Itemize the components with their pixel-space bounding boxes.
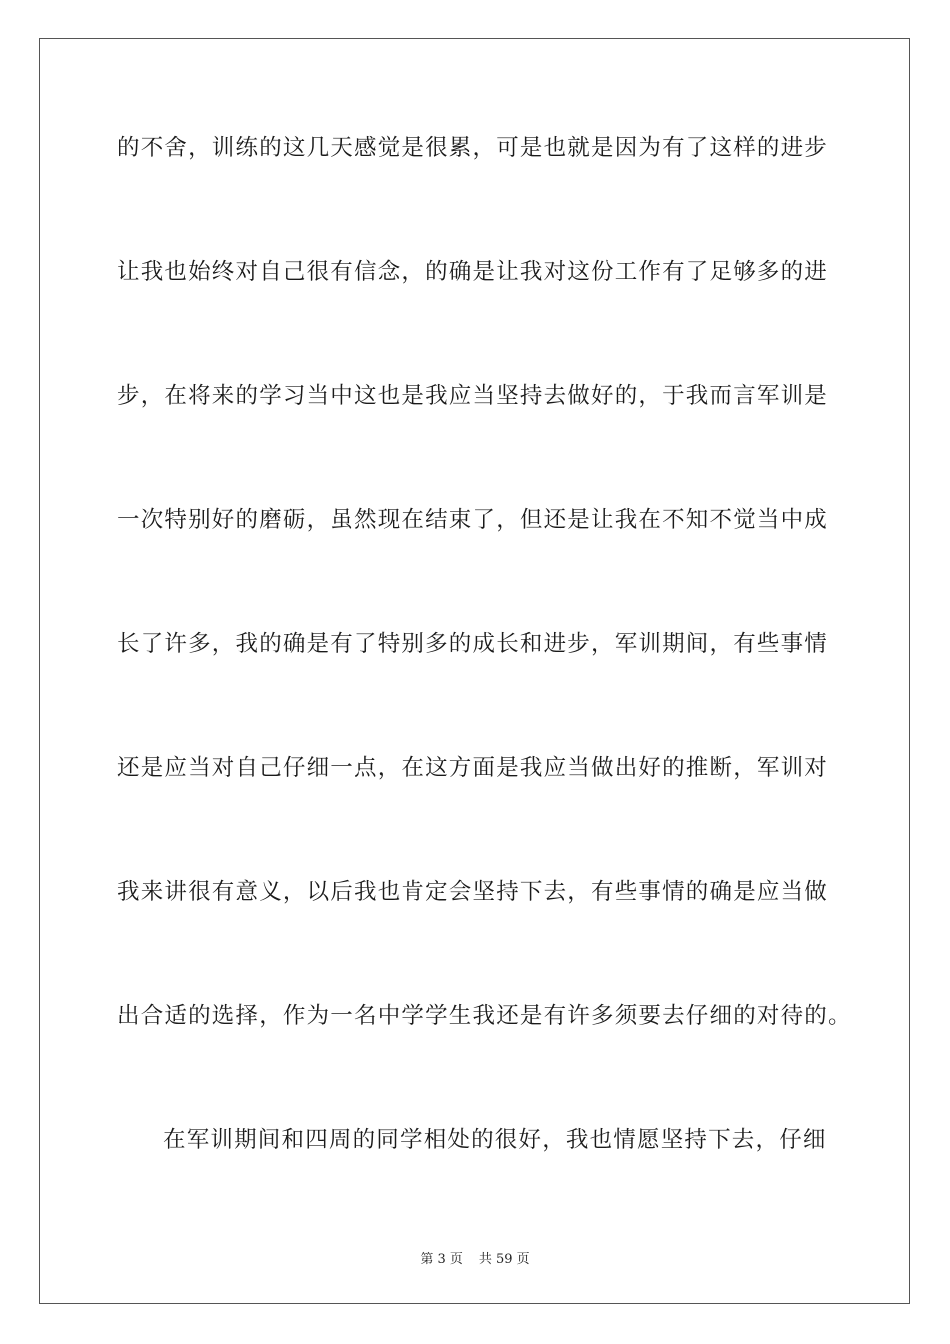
body-line-8: 出合适的选择，作为一名中学学生我还是有许多须要去仔细的对待的。 bbox=[117, 1003, 852, 1029]
body-line-4: 一次特别好的磨砺，虽然现在结束了，但还是让我在不知不觉当中成 bbox=[117, 507, 829, 533]
body-line-5: 长了许多，我的确是有了特别多的成长和进步，军训期间，有些事情 bbox=[117, 631, 829, 657]
page-frame bbox=[39, 38, 910, 1304]
body-line-2: 让我也始终对自己很有信念，的确是让我对这份工作有了足够多的进 bbox=[117, 259, 829, 285]
page-number: 第 3 页 bbox=[420, 1252, 463, 1267]
paragraph-start-line: 在军训期间和四周的同学相处的很好，我也情愿坚持下去，仔细 bbox=[163, 1127, 827, 1153]
body-line-6: 还是应当对自己仔细一点，在这方面是我应当做出好的推断，军训对 bbox=[117, 755, 829, 781]
page-total: 共 59 页 bbox=[478, 1252, 530, 1267]
body-line-1: 的不舍，训练的这几天感觉是很累，可是也就是因为有了这样的进步 bbox=[117, 135, 829, 161]
page-footer bbox=[0, 1248, 950, 1267]
body-line-7: 我来讲很有意义，以后我也肯定会坚持下去，有些事情的确是应当做 bbox=[117, 879, 829, 905]
body-line-3: 步，在将来的学习当中这也是我应当坚持去做好的，于我而言军训是 bbox=[117, 383, 829, 409]
